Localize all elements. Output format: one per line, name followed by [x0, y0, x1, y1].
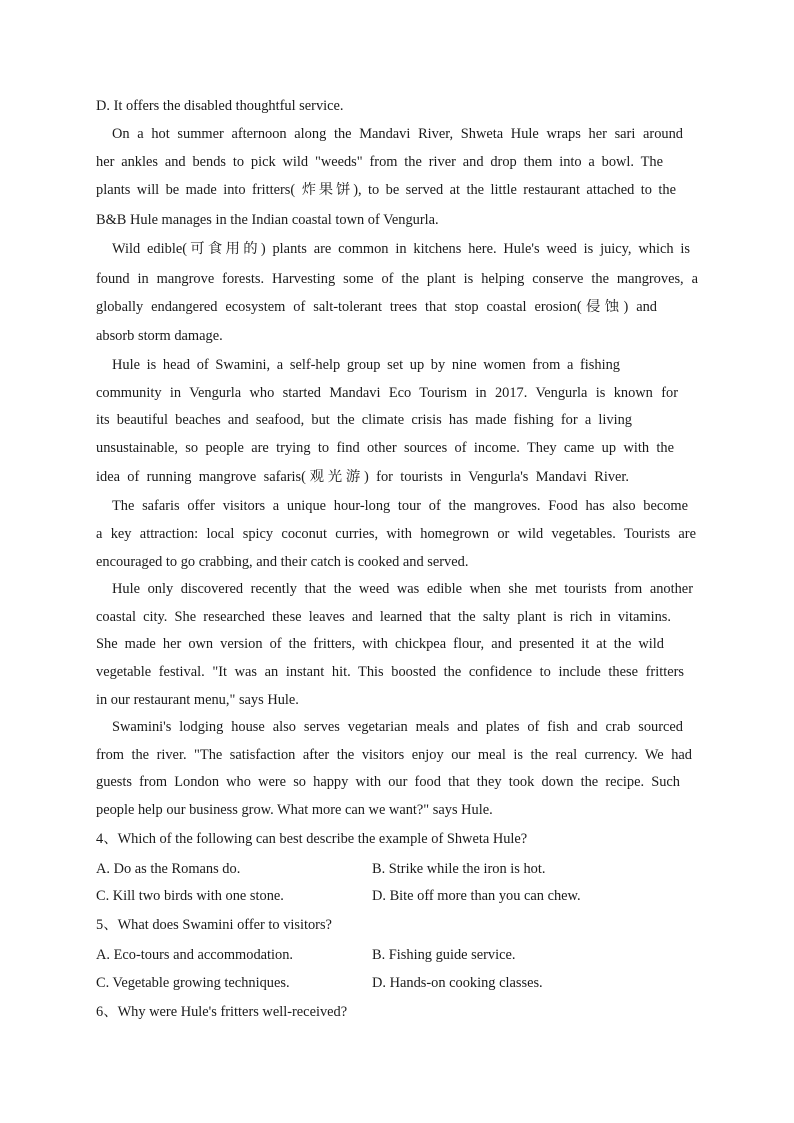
paragraph-1-line-3: plants will be made into fritters( 炸果饼), to be served at the little restaurant attached to the — [96, 182, 676, 198]
paragraph-6-line-2: from the river. "The satisfaction after the visitors enjoy our meal is the real currency. We had — [96, 747, 692, 763]
paragraph-6-line-4: people help our business grow. What more can we want?" says Hule. — [96, 802, 493, 818]
paragraph-1-line-4: B&B Hule manages in the Indian coastal town of Vengurla. — [96, 212, 439, 228]
question-6-stem: 6、Why were Hule's fritters well-received? — [96, 1004, 348, 1020]
paragraph-4-line-1: The safaris offer visitors a unique hour-long tour of the mangroves. Food has also become — [112, 498, 688, 514]
paragraph-4-line-3: encouraged to go crabbing, and their catch is cooked and served. — [96, 554, 469, 570]
question-5-option-b: B. Fishing guide service. — [372, 947, 516, 963]
paragraph-2-line-4: absorb storm damage. — [96, 328, 223, 344]
paragraph-5-line-1: Hule only discovered recently that the weed was edible when she met tourists from another — [112, 581, 693, 597]
question-4-stem: 4、Which of the following can best describe the example of Shweta Hule? — [96, 831, 528, 847]
question-5-option-a: A. Eco-tours and accommodation. — [96, 947, 294, 963]
paragraph-1-line-1: On a hot summer afternoon along the Mandavi River, Shweta Hule wraps her sari around — [112, 126, 683, 142]
paragraph-2-line-3: globally endangered ecosystem of salt-tolerant trees that stop coastal erosion(侵蚀) and — [96, 299, 657, 315]
paragraph-2-line-2: found in mangrove forests. Harvesting some of the plant is helping conserve the mangroves, a — [96, 271, 698, 287]
paragraph-5-line-5: in our restaurant menu," says Hule. — [96, 692, 299, 708]
paragraph-6-line-1: Swamini's lodging house also serves vegetarian meals and plates of fish and crab sourced — [112, 719, 683, 735]
paragraph-5-line-3: She made her own version of the fritters, with chickpea flour, and presented it at the wild — [96, 636, 664, 652]
question-5-stem: 5、What does Swamini offer to visitors? — [96, 917, 332, 933]
question-5-option-c: C. Vegetable growing techniques. — [96, 975, 290, 991]
question-4-option-a: A. Do as the Romans do. — [96, 861, 241, 877]
question-5-option-d: D. Hands-on cooking classes. — [372, 975, 543, 991]
question-4-option-c: C. Kill two birds with one stone. — [96, 888, 284, 904]
paragraph-5-line-4: vegetable festival. "It was an instant hit. This boosted the confidence to include these fritters — [96, 664, 684, 680]
question-4-option-d: D. Bite off more than you can chew. — [372, 888, 581, 904]
previous-option-d: D. It offers the disabled thoughtful service. — [96, 98, 344, 114]
paragraph-5-line-2: coastal city. She researched these leaves and learned that the salty plant is rich in vitamins. — [96, 609, 671, 625]
paragraph-1-line-2: her ankles and bends to pick wild "weeds" from the river and drop them into a bowl. The — [96, 154, 663, 170]
paragraph-3-line-4: unsustainable, so people are trying to find other sources of income. They came up with the — [96, 440, 674, 456]
paragraph-3-line-5: idea of running mangrove safaris(观光游) for tourists in Vengurla's Mandavi River. — [96, 469, 629, 485]
paragraph-3-line-2: community in Vengurla who started Mandavi Eco Tourism in 2017. Vengurla is known for — [96, 385, 678, 401]
paragraph-6-line-3: guests from London who were so happy with our food that they took down the recipe. Such — [96, 774, 680, 790]
question-4-option-b: B. Strike while the iron is hot. — [372, 861, 546, 877]
paragraph-3-line-1: Hule is head of Swamini, a self-help group set up by nine women from a fishing — [112, 357, 620, 373]
paragraph-4-line-2: a key attraction: local spicy coconut curries, with homegrown or wild vegetables. Tourists are — [96, 526, 696, 542]
paragraph-3-line-3: its beautiful beaches and seafood, but the climate crisis has made fishing for a living — [96, 412, 632, 428]
paragraph-2-line-1: Wild edible(可食用的) plants are common in kitchens here. Hule's weed is juicy, which is — [112, 241, 690, 257]
